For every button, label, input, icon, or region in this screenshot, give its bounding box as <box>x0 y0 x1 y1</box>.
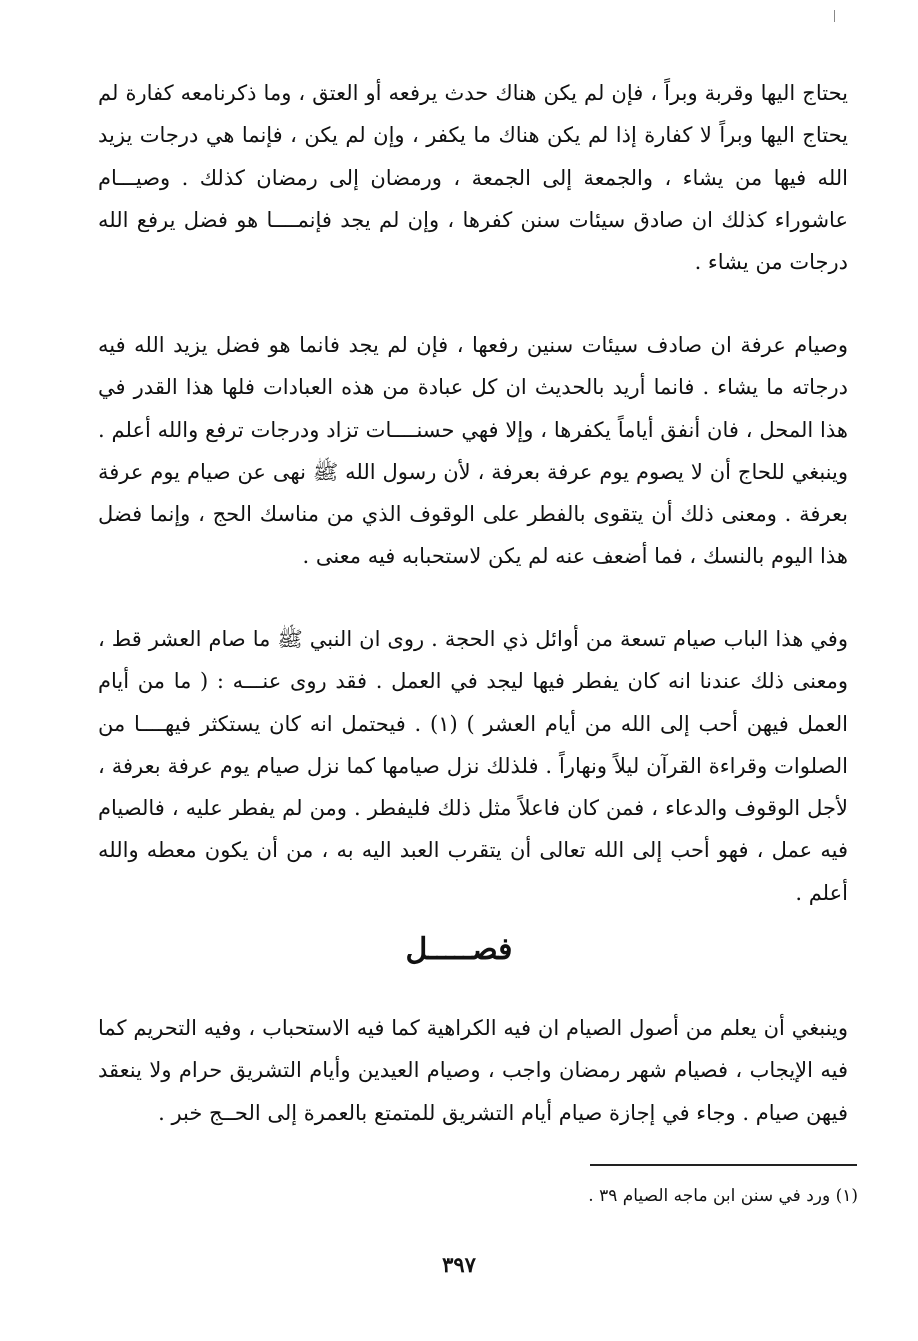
paragraph-1: يحتاج اليها وقربة وبراً ، فإن لم يكن هناك حدث يرفعه أو العتق ، وما ذكرنامعه كفارة لم يحتاج اليها وبراً لا كفارة إذا لم يكن هناك ما يكفر ، وإن لم يكن ، فإنما هي درجات يزيد الله فيها من يشاء ، والجمعة إلى الجمعة ، ورمضان إلى رمضان كذلك . وصيـــام عاشوراء كذلك ان صادق سيئات سنن كفرها ، وإن لم يجد فإنمــــا هو فضل يرفع الله درجات من يشاء . <box>98 81 848 275</box>
paragraph-2: وصيام عرفة ان صادف سيئات سنين رفعها ، فإن لم يجد فانما هو فضل يزيد الله فيه درجاته ما يشاء . فانما أريد بالحديث ان كل عبادة من هذه العبادات فلها هذا القدر في هذا المحل ، فان أنفق أياماً يكفرها ، وإلا فهي حسنــــات تزاد ودرجات ترفع والله أعلم . وينبغي للحاج أن لا يصوم يوم عرفة بعرفة ، لأن رسول الله ﷺ نهى عن صيام يوم عرفة بعرفة . ومعنى ذلك أن يتقوى بالفطر على الوقوف الذي من مناسك الحج ، وإنما فضل هذا اليوم بالنسك ، فما أضعف عنه لم يكن لاستحبابه فيه معنى . <box>98 333 848 569</box>
paragraph-3: وفي هذا الباب صيام تسعة من أوائل ذي الحجة . روى ان النبي ﷺ ما صام العشر قط ، ومعنى ذلك عندنا انه كان يفطر فيها ليجد في العمل . فقد روى عنـــه : ( ما من أيام العمل فيهن أحب إلى الله من أيام العشر ) (١) . فيحتمل انه كان يستكثر فيهــــا من الصلوات وقراءة القرآن ليلاً ونهاراً . فلذلك نزل صيامها كما نزل صيام يوم عرفة بعرفة ، لأجل الوقوف والدعاء ، فمن كان فاعلاً مثل ذلك فليفطر . ومن لم يفطر عليه ، فالصيام فيه عمل ، فهو أحب إلى الله تعالى أن يتقرب العبد اليه به ، من أن يكون معطه والله أعلم . <box>98 627 848 905</box>
page-number: ٣٩٧ <box>442 1252 476 1277</box>
paragraph-4: وينبغي أن يعلم من أصول الصيام ان فيه الكراهية كما فيه الاستحباب ، وفيه التحريم كما فيه الإيجاب ، فصيام شهر رمضان واجب ، وصيام العيدين وأيام التشريق حرام ولا ينعقد فيهن صيام . وجاء في إجازة صيام أيام التشريق للمتمتع بالعمرة إلى الحــج خبر . <box>98 1016 848 1125</box>
footnote-divider <box>590 1164 857 1166</box>
corner-mark <box>834 10 835 22</box>
section-heading: فصـــــل <box>405 932 513 967</box>
footnote: (١) ورد في سنن ابن ماجه الصيام ٣٩ . <box>588 1186 858 1206</box>
